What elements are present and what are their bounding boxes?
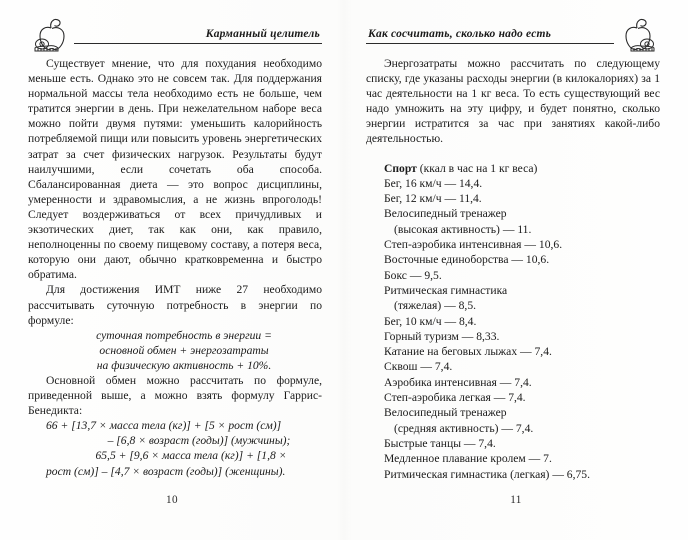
apple-with-measuring-tape-icon	[614, 18, 660, 52]
left-paragraph-2: Для достижения ИМТ ниже 27 необходимо рассчитывать суточную потребность в энергии по формуле:	[28, 283, 322, 327]
list-item	[366, 359, 660, 374]
right-page-number: 11	[510, 494, 522, 506]
list-item-label: Велосипедный тренажер	[384, 207, 507, 221]
list-item-label: Бег, 16 км/ч — 14,4.	[384, 176, 483, 190]
list-item	[366, 191, 660, 206]
list-item	[366, 451, 660, 466]
list-item-label: Быстрые танцы — 7,4.	[384, 436, 496, 450]
list-item-label: Бег, 12 км/ч — 11,4.	[384, 192, 482, 206]
sport-energy-list	[366, 161, 660, 482]
left-running-head	[28, 0, 322, 56]
list-item-label: Ритмическая гимнастика (легкая) — 6,75.	[384, 467, 590, 481]
list-item-label: Бокс — 9,5.	[384, 268, 442, 282]
sport-list-items	[366, 176, 660, 482]
right-running-head	[366, 0, 660, 56]
right-running-head-title: Как сосчитать, сколько надо есть	[368, 27, 552, 40]
left-paragraph-3: Основной обмен можно рассчитать по формуле, приведенной выше, а можно взять формулу Гаррис-Бенедикта:	[28, 373, 322, 418]
list-item	[366, 206, 660, 237]
harris-line-1: 66 + [13,7 × масса тела (кг)] + [5 × рост (см)]	[46, 419, 282, 433]
list-item-label: Восточные единоборства — 10,6.	[384, 253, 550, 267]
list-item-continuation: (высокая активность) — 11.	[394, 222, 532, 236]
left-paragraph-1: Существует мнение, что для похудания необходимо меньше есть. Однако это не совсем так. Для поддержания нормальной массы тела необходимо есть не больше, чем тратится энергии в день. При нежелательном наборе веса можно пойти двумя путями: уменьшить калорийность потребляемой пищи или повысить уровень энергетических затрат за счет физических нагрузок. Результаты будут наилучшими, если сочетать оба способа. Сбалансированная диета — это вопрос дисциплины, умеренности и здравомыслия, а не жизнь впроголодь! Следует воздерживаться от всех причудливых и экзотических диет, так как они, как правило, неполноценны по своему пищевому составу, а потеря веса, которую они дают, обычно кратковременна и быстро обратима.	[28, 57, 322, 282]
list-item-label: Ритмическая гимнастика	[384, 283, 508, 297]
list-item	[366, 436, 660, 451]
energy-formula-block	[28, 328, 322, 373]
list-item	[366, 375, 660, 390]
left-body-column	[28, 56, 322, 479]
energy-formula-line-2: основной обмен + энергозатраты	[99, 343, 269, 357]
energy-formula-line-1: суточная потребность в энергии =	[96, 328, 272, 342]
list-item-continuation: (средняя активность) — 7,4.	[394, 421, 534, 435]
harris-benedict-formula-block	[28, 418, 322, 478]
right-body-column	[366, 56, 660, 482]
list-item-label: Степ-аэробика легкая — 7,4.	[384, 391, 526, 405]
list-item-label: Степ-аэробика интенсивная — 10,6.	[384, 238, 563, 252]
list-item	[366, 467, 660, 482]
sport-list-heading	[366, 161, 660, 176]
energy-formula-line-3: на физическую активность + 10%.	[96, 358, 272, 372]
list-item-label: Сквош — 7,4.	[384, 360, 453, 374]
list-item-label: Медленное плавание кролем — 7.	[384, 452, 552, 466]
list-item-label: Велосипедный тренажер	[384, 406, 507, 420]
list-item	[366, 176, 660, 191]
list-item	[366, 237, 660, 252]
left-page-number: 10	[166, 494, 178, 506]
list-item-label: Бег, 10 км/ч — 8,4.	[384, 314, 477, 328]
list-item	[366, 390, 660, 405]
list-item	[366, 329, 660, 344]
left-running-head-title: Карманный целитель	[205, 27, 320, 40]
apple-with-measuring-tape-icon	[28, 18, 74, 52]
list-item-label: Катание на беговых лыжах — 7,4.	[384, 345, 552, 359]
sport-list-heading-rest: (ккал в час на 1 кг веса)	[416, 161, 538, 175]
list-item-continuation: (тяжелая) — 8,5.	[394, 299, 477, 313]
harris-line-3: 65,5 + [9,6 × масса тела (кг)] + [1,8 ×	[95, 449, 287, 463]
list-item	[366, 283, 660, 314]
list-item-label: Горный туризм — 8,33.	[384, 329, 500, 343]
list-item	[366, 268, 660, 283]
harris-line-4: рост (см)] – [4,7 × возраст (годы)] (женщины).	[46, 464, 286, 478]
list-item	[366, 344, 660, 359]
harris-line-2: – [6,8 × возраст (годы)] (мужчины);	[107, 434, 291, 448]
right-paragraph-1: Энергозатраты можно рассчитать по следующему списку, где указаны расходы энергии (в килокалориях) за 1 час деятельности на 1 кг веса. То есть существующий вес надо умножить на эту цифру, и будет понятно, сколько энергии истратится за час при занятиях какой-либо деятельностью.	[366, 57, 660, 146]
list-item	[366, 252, 660, 267]
list-item	[366, 405, 660, 436]
sport-list-heading-bold: Спорт	[384, 161, 417, 175]
list-item-label: Аэробика интенсивная — 7,4.	[384, 375, 532, 389]
right-page	[344, 0, 688, 540]
list-item	[366, 314, 660, 329]
